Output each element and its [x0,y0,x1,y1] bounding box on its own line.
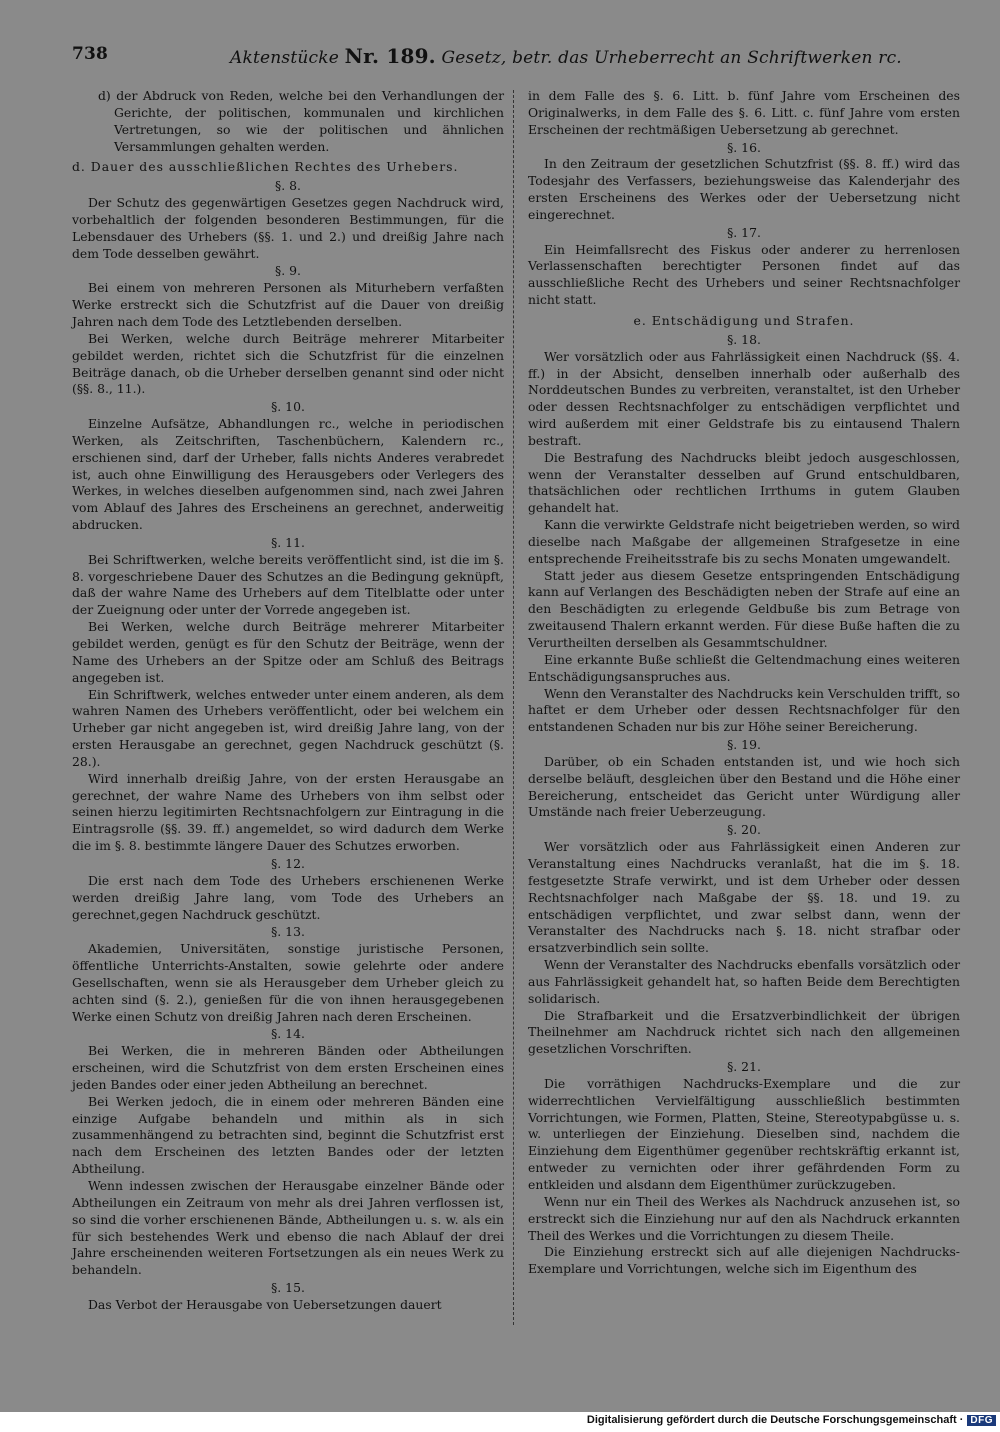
subsection-heading: e. Entschädigung und Strafen. [633,312,855,328]
footer-text: Digitalisierung gefördert durch die Deutsche Forschungsgemeinschaft · [586,1414,964,1426]
paragraph: Bei Werken, welche durch Beiträge mehrerer Mitarbeiter gebildet werden, genügt es für den Schutz der Beiträge, wenn der Name des Urhebers an der Spitze oder am Schluß des Beitrags angegeben ist. [72,619,504,685]
left-text-column [72,88,504,1314]
paragraph: Akademien, Universitäten, sonstige juristische Personen, öffentliche Unterrichts-Anstalten, sowie gelehrte oder andere Gesellschaften, wenn sie als Herausgeber dem Urheber gleich zu achten sind (§. 2.), genießen für die von ihnen herausgegebenen Werke einen Schutz von dreißig Jahren nach deren Erscheinen. [72,941,504,1024]
title-rest: Gesetz, betr. das Urheberrecht an Schriftwerken rc. [441,48,902,68]
paragraph: Ein Schriftwerk, welches entweder unter einem anderen, als dem wahren Namen des Urhebers veröffentlicht, oder bei welchem ein Urheber gar nicht angegeben ist, wird dreißig Jahre lang, von der ersten Herausgabe an gerechnet, gegen Nachdruck geschützt (§. 28.). [72,686,504,769]
section-heading: §. 19. [727,737,761,753]
column-divider [513,90,514,1325]
paragraph: Wenn nur ein Theil des Werkes als Nachdruck anzusehen ist, so erstreckt sich die Einziehung nur auf den als Nachdruck erkannten Theil des Werkes und die Vorrichtungen zu diesem Theile. [528,1193,960,1243]
section-heading: §. 9. [275,263,301,279]
paragraph: Die Einziehung erstreckt sich auf alle diejenigen Nachdrucks-Exemplare und Vorrichtungen, welche sich im Eigenthum des [528,1244,960,1277]
paragraph: Der Schutz des gegenwärtigen Gesetzes gegen Nachdruck wird, vorbehaltlich der folgenden besonderen Bestimmungen, für die Lebensdauer des Urhebers (§§. 1. und 2.) und dreißig Jahre nach dem Tode desselben gewährt. [72,195,504,261]
paragraph: Bei einem von mehreren Personen als Miturhebern verfaßten Werke erstreckt sich die Schutzfrist auf die Dauer von dreißig Jahren nach dem Tode des Letztlebenden derselben. [72,280,504,329]
right-text-column [528,88,960,1278]
section-heading: §. 16. [727,139,761,155]
section-heading: §. 10. [271,399,305,415]
paragraph: Die Strafbarkeit und die Ersatzverbindlichkeit der übrigen Theilnehmer am Nachdruck richtet sich nach den allgemeinen gesetzlichen Vorschriften. [528,1007,960,1057]
paragraph: Darüber, ob ein Schaden entstanden ist, und wie hoch sich derselbe beläuft, desgleichen über den Bestand und die Höhe einer Bereicherung, entscheidet das Gericht unter Würdigung aller Umstände nach freier Ueberzeugung. [528,753,960,820]
paragraph: Wer vorsätzlich oder aus Fahrlässigkeit einen Nachdruck (§§. 4. ff.) in der Absicht, denselben innerhalb oder außerhalb des Norddeutschen Bundes zu verbreiten, veranstaltet, ist den Urheber oder dessen Rechtsnachfolger zu entschädigen verpflichtet und wird außerdem mit einer Geldstrafe bis zu eintausend Thalern bestraft. [528,348,960,448]
paragraph: Bei Schriftwerken, welche bereits veröffentlicht sind, ist die im §. 8. vorgeschriebene Dauer des Schutzes an die Bedingung geknüpft, daß der wahre Name des Urhebers auf dem Titelblatte oder unter der Zueignung oder unter der Vorrede angegeben ist. [72,551,504,618]
paragraph: Bei Werken jedoch, die in einem oder mehreren Bänden eine einzige Aufgabe behandeln und mithin als in sich zusammenhängend zu betrachten sind, beginnt die Schutzfrist erst nach dem Erscheinen des letzten Bandes oder der letzten Abtheilung. [72,1093,504,1177]
paragraph: Wenn indessen zwischen der Herausgabe einzelner Bände oder Abtheilungen ein Zeitraum von mehr als drei Jahren verflossen ist, so sind die vorher erschienenen Bände, Abtheilungen u. s. w. als ein für sich bestehendes Werk und ebenso die nach Ablauf der drei Jahre erscheinenden weiteren Fortsetzungen als ein neues Werk zu behandeln. [72,1178,504,1278]
footer-credit [587,1414,996,1430]
page-number: 738 [72,44,109,64]
section-heading: §. 18. [727,331,761,347]
section-heading: §. 8. [275,178,301,194]
section-heading: §. 12. [271,855,305,871]
section-heading: §. 21. [727,1059,761,1075]
paragraph: Bei Werken, welche durch Beiträge mehrerer Mitarbeiter gebildet werden, richtet sich die Schutzfrist für die einzelnen Beiträge danach, ob die Urheber derselben genannt sind oder nicht (§§. 8., 11.). [72,330,504,397]
dfg-logo: DFG [967,1415,996,1426]
paragraph: Wenn den Veranstalter des Nachdrucks kein Verschulden trifft, so haftet er dem Urheber oder dessen Rechtsnachfolger für den entstandenen Schaden nur bis zur Höhe seiner Bereicherung. [528,685,960,735]
title-number: Nr. 189. [344,44,436,68]
section-heading: §. 14. [271,1026,305,1042]
paragraph: Die erst nach dem Tode des Urhebers erschienenen Werke werden dreißig Jahre lang, vom Tode des Urhebers an gerechnet,gegen Nachdruck geschützt. [72,872,504,922]
paragraph: In den Zeitraum der gesetzlichen Schutzfrist (§§. 8. ff.) wird das Todesjahr des Verfassers, beziehungsweise das Kalenderjahr des ersten Erscheinens des Werkes oder der Uebersetzung nicht eingerechnet. [528,156,960,222]
paragraph: Bei Werken, die in mehreren Bänden oder Abtheilungen erscheinen, wird die Schutzfrist von dem ersten Erscheinen eines jeden Bandes oder einer jeden Abtheilung an berechnet. [72,1043,504,1092]
list-item: d) der Abdruck von Reden, welche bei den Verhandlungen der Gerichte, der politischen, kommunalen und kirchlichen Vertretungen, so wie der politischen und ähnlichen Versammlungen gehalten werden. [98,88,504,154]
paragraph: Eine erkannte Buße schließt die Geltendmachung eines weiteren Entschädigungsanspruches aus. [528,651,960,684]
paragraph: Die vorräthigen Nachdrucks-Exemplare und die zur widerrechtlichen Vervielfältigung ausschließlich bestimmten Vorrichtungen, wie Formen, Platten, Steine, Stereotypabgüsse u. s. w. unterliegen der Einziehung. Dieselben sind, nachdem die Einziehung dem Eigenthümer gegenüber rechtskräftig erkannt ist, entweder zu vernichten oder ihrer gefährdenden Form zu entkleiden und alsdann dem Eigenthümer zurückzugeben. [528,1075,960,1192]
paragraph: Einzelne Aufsätze, Abhandlungen rc., welche in periodischen Werken, als Zeitschriften, Taschenbüchern, Kalendern rc., erschienen sind, darf der Urheber, falls nichts Anderes verabredet ist, auch ohne Einwilligung des Herausgebers oder Verlegers des Werkes, in welches dieselben aufgenommen sind, nach zwei Jahren vom Ablauf des Jahres des Erscheinens an gerechnet, anderweitig abdrucken. [72,416,504,533]
paragraph: Kann die verwirkte Geldstrafe nicht beigetrieben werden, so wird dieselbe nach Maßgabe der allgemeinen Strafgesetze in eine entsprechende Freiheitsstrafe bis zu sechs Monaten umgewandelt. [528,517,960,566]
section-heading: §. 11. [271,534,305,550]
paragraph: Das Verbot der Herausgabe von Uebersetzungen dauert [88,1296,442,1312]
section-heading: §. 17. [727,224,761,240]
section-heading: §. 20. [727,822,761,838]
title-prefix: Aktenstücke [230,48,340,68]
paragraph: in dem Falle des §. 6. Litt. b. fünf Jahre vom Erscheinen des Originalwerks, in dem Falle des §. 6. Litt. c. fünf Jahre vom ersten Erscheinen der rechtmäßigen Uebersetzung ab gerechnet. [528,88,960,137]
subsection-heading: d. Dauer des ausschließlichen Rechtes des Urhebers. [72,159,459,175]
section-heading: §. 13. [271,924,305,940]
paragraph: Wird innerhalb dreißig Jahre, von der ersten Herausgabe an gerechnet, der wahre Name des Urhebers von ihm selbst oder seinen hierzu legitimirten Rechtsnachfolgern zur Eintragung in die Eintragsrolle (§§. 39. ff.) angemeldet, so wird dadurch dem Werke die im §. 8. bestimmte längere Dauer des Schutzes erworben. [72,770,504,854]
paragraph: Ein Heimfallsrecht des Fiskus oder anderer zu herrenlosen Verlassenschaften berechtigter Personen findet auf das ausschließliche Recht des Urhebers und seiner Rechtsnachfolger nicht statt. [528,241,960,308]
paragraph: Wer vorsätzlich oder aus Fahrlässigkeit einen Anderen zur Veranstaltung eines Nachdrucks veranlaßt, hat die im §. 18. festgesetzte Strafe verwirkt, und ist dem Urheber oder dessen Rechtsnachfolger nach Maßgabe der §§. 18. und 19. zu entschädigen verpflichtet, und zwar selbst dann, wenn der Veranstalter des Nachdrucks nach §. 18. nicht strafbar oder ersatzverbindlich sein sollte. [528,839,960,956]
paragraph: Statt jeder aus diesem Gesetze entspringenden Entschädigung kann auf Verlangen des Beschädigten neben der Strafe auf eine an den Beschädigten zu erlegende Geldbuße bis zum Betrage von zweitausend Thalern erkannt werden. Für diese Buße haften die zu Verurtheilten derselben als Gesammtschuldner. [528,567,960,650]
paragraph: Die Bestrafung des Nachdrucks bleibt jedoch ausgeschlossen, wenn der Veranstalter desselben auf Grund entschuldbaren, thatsächlichen oder rechtlichen Irrthums in gutem Glauben gehandelt hat. [528,449,960,516]
page-header [72,44,962,70]
section-heading: §. 15. [271,1280,305,1296]
paragraph: Wenn der Veranstalter des Nachdrucks ebenfalls vorsätzlich oder aus Fahrlässigkeit gehandelt hat, so haften Beide dem Berechtigten solidarisch. [528,957,960,1006]
running-title [230,44,902,68]
